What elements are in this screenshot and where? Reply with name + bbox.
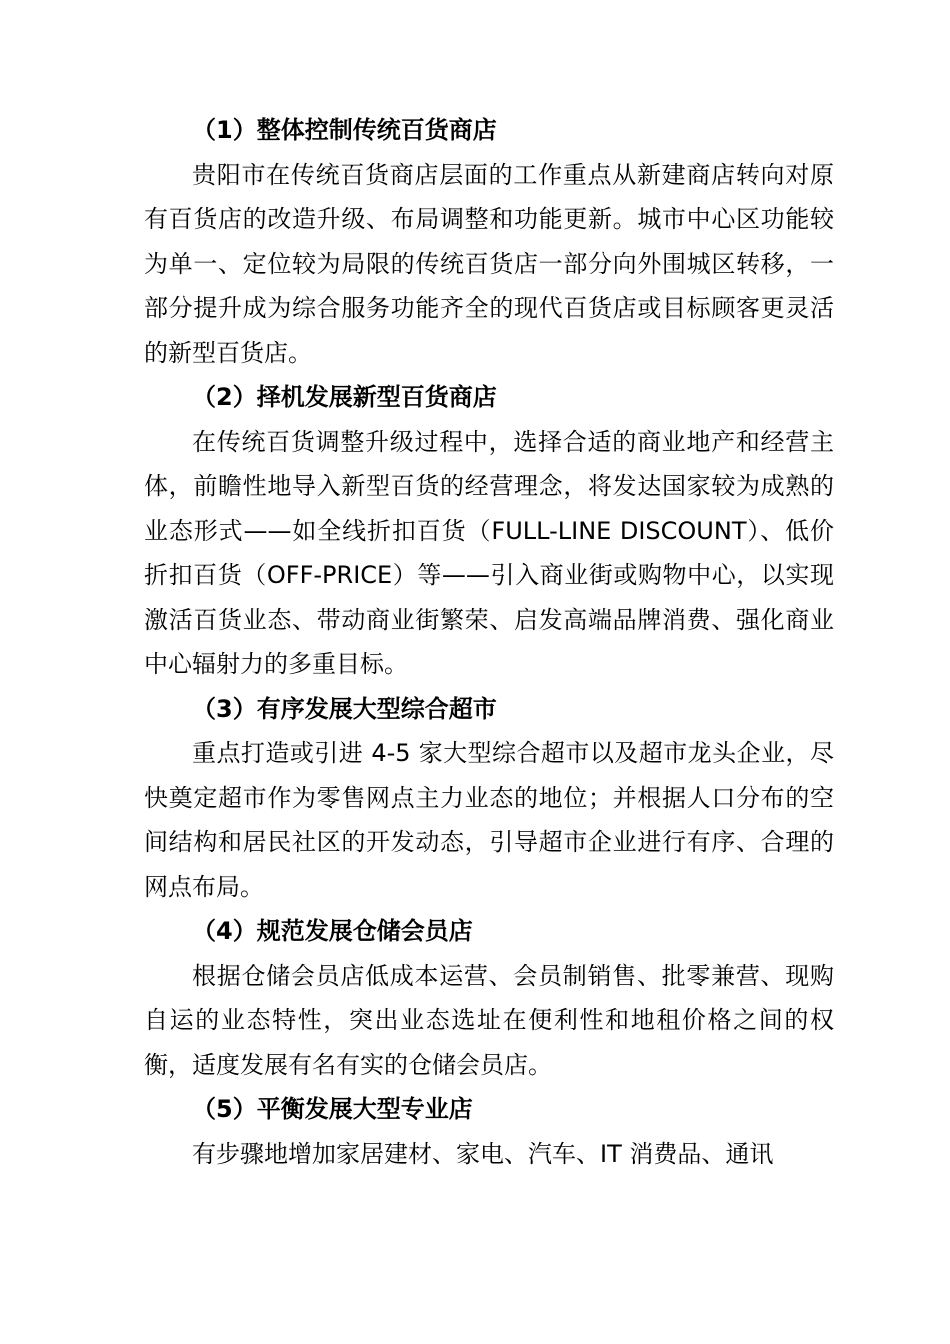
section-heading-1: （1）整体控制传统百货商店 <box>192 116 497 144</box>
section-body-1: 贵阳市在传统百货商店层面的工作重点从新建商店转向对原有百货店的改造升级、布局调整和功能更新。城市中心区功能较为单一、定位较为局限的传统百货店一部分向外围城区转移，一部分提升成为综合服务功能齐全的现代百货店或目标顾客更灵活的新型百货店。 <box>144 160 834 367</box>
section-heading-3: （3）有序发展大型综合超市 <box>192 694 497 723</box>
section-heading-5: （5）平衡发展大型专业店 <box>192 1095 473 1123</box>
section-body-5: 有步骤地增加家居建材、家电、汽车、IT 消费品、通讯 <box>192 1139 774 1168</box>
section-body-4: 根据仓储会员店低成本运营、会员制销售、批零兼营、现购自运的业态特性，突出业态选址在便利性和地租价格之间的权衡，适度发展有名有实的仓储会员店。 <box>144 961 834 1079</box>
section-heading-2: （2）择机发展新型百货商店 <box>192 383 497 411</box>
section-body-2: 在传统百货调整升级过程中，选择合适的商业地产和经营主体，前瞻性地导入新型百货的经营理念，将发达国家较为成熟的业态形式——如全线折扣百货（FULL-LINE DISCOUNT）、低价折扣百货（OFF-PRICE）等——引入商业街或购物中心，以实现激活百货业态、带动商业街繁荣、启发高端品牌消费、强化商业中心辐射力的多重目标。 <box>144 427 834 678</box>
section-heading-4: （4）规范发展仓储会员店 <box>192 917 473 945</box>
document-page <box>144 108 834 1176</box>
section-body-3: 重点打造或引进 4-5 家大型综合超市以及超市龙头企业，尽快奠定超市作为零售网点主力业态的地位；并根据人口分布的空间结构和居民社区的开发动态，引导超市企业进行有序、合理的网点布局。 <box>144 739 834 901</box>
